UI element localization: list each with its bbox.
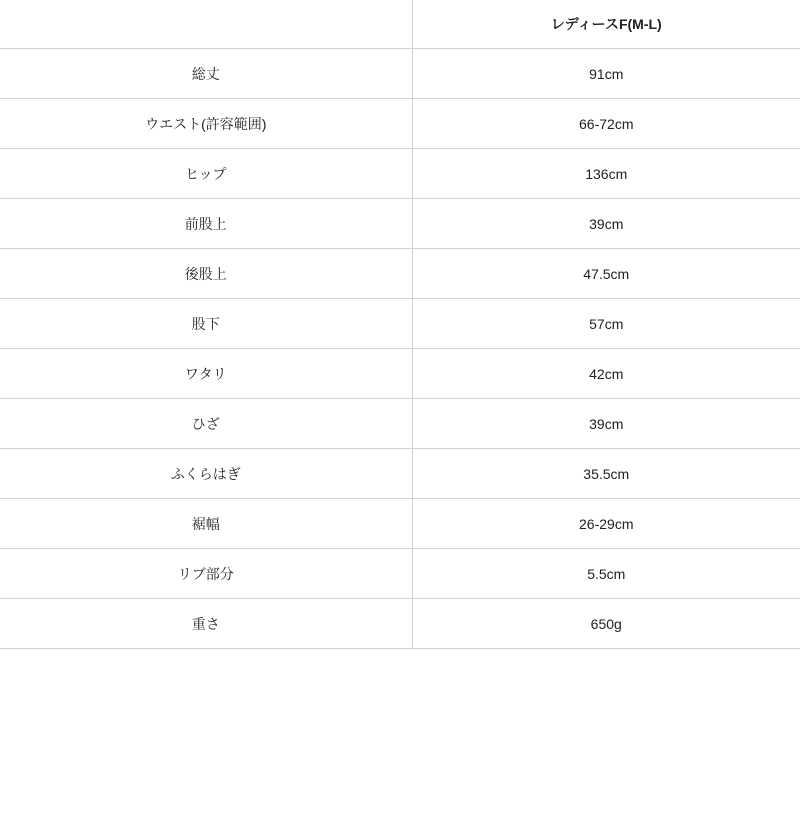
row-value: 39cm: [412, 399, 800, 449]
row-label: ふくらはぎ: [0, 449, 412, 499]
bottom-whitespace: [0, 649, 800, 817]
table-body: [0, 49, 800, 649]
table-row: [0, 349, 800, 399]
table-row: [0, 399, 800, 449]
column-header-size: レディースF(M-L): [412, 0, 800, 49]
column-header-measurement: [0, 0, 412, 49]
row-value: 91cm: [412, 49, 800, 99]
row-value: 26-29cm: [412, 499, 800, 549]
table-row: [0, 499, 800, 549]
table-row: [0, 299, 800, 349]
row-label: 後股上: [0, 249, 412, 299]
table-row: [0, 599, 800, 649]
row-value: 57cm: [412, 299, 800, 349]
row-value: 650g: [412, 599, 800, 649]
row-value: 136cm: [412, 149, 800, 199]
table-row: [0, 149, 800, 199]
row-label: ひざ: [0, 399, 412, 449]
table-header-row: [0, 0, 800, 49]
row-value: 35.5cm: [412, 449, 800, 499]
table-row: [0, 449, 800, 499]
row-label: ワタリ: [0, 349, 412, 399]
table-row: [0, 99, 800, 149]
row-label: 前股上: [0, 199, 412, 249]
row-label: リブ部分: [0, 549, 412, 599]
row-label: 裾幅: [0, 499, 412, 549]
row-label: 総丈: [0, 49, 412, 99]
row-label: 股下: [0, 299, 412, 349]
table-row: [0, 249, 800, 299]
row-value: 5.5cm: [412, 549, 800, 599]
row-label: 重さ: [0, 599, 412, 649]
row-label: ウエスト(許容範囲): [0, 99, 412, 149]
row-label: ヒップ: [0, 149, 412, 199]
row-value: 66-72cm: [412, 99, 800, 149]
table-header: [0, 0, 800, 49]
table-row: [0, 549, 800, 599]
row-value: 39cm: [412, 199, 800, 249]
table-row: [0, 199, 800, 249]
table-row: [0, 49, 800, 99]
row-value: 47.5cm: [412, 249, 800, 299]
row-value: 42cm: [412, 349, 800, 399]
